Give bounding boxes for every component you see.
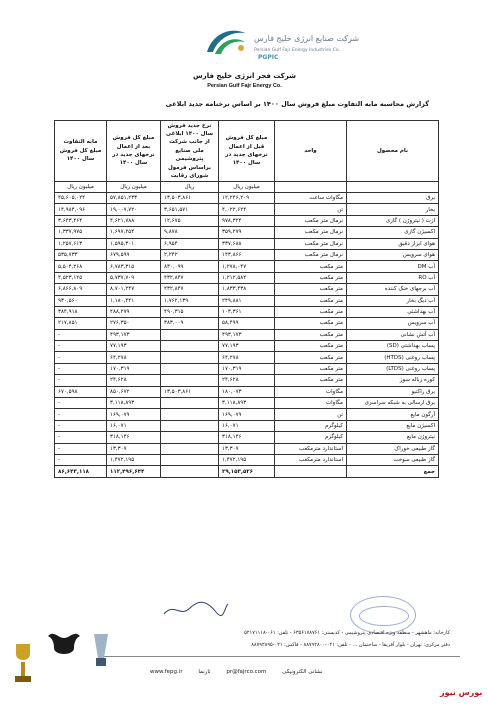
- table-row: [55, 295, 439, 306]
- cell-before: ۹۷۸,۳۲۴: [219, 215, 275, 226]
- cell-after: ۱۳,۳۰۷: [107, 443, 161, 454]
- cell-after: ۱۹,۰۰۷,۷۲۰: [107, 204, 161, 215]
- unit-header-rate: ریال: [161, 182, 219, 193]
- cell-unit: نرمال متر مکعب: [275, 227, 347, 238]
- cell-diff: -: [55, 454, 107, 465]
- cell-before: ۳۱۸,۱۴۶: [219, 432, 275, 443]
- table-row: [55, 352, 439, 363]
- cell-after: ۸۵۰,۶۷۲: [107, 386, 161, 397]
- email-link[interactable]: pr@fajrco.com: [226, 669, 267, 675]
- cell-diff: ۴,۵۲۳,۱۲۵: [55, 272, 107, 283]
- cell-before: ۱۶,۰۷۱: [219, 420, 275, 431]
- cell-item: آب دیگ بخار: [347, 295, 439, 306]
- table-row: [55, 193, 439, 204]
- crystal-trophy-icon: [90, 632, 112, 672]
- cell-item: بخار: [347, 204, 439, 215]
- cell-before: ۱,۴۷۲,۱۹۵: [219, 454, 275, 465]
- cell-item: هوای ابزار دقیق: [347, 238, 439, 249]
- unit-header-after: میلیون ریال: [107, 182, 161, 193]
- cell-rate: ۴۹۰,۳۱۵: [161, 306, 219, 317]
- cell-diff: -: [55, 352, 107, 363]
- cell-item: پساب بهداشتی (SD): [347, 341, 439, 352]
- company-logo: [203, 24, 251, 58]
- cell-after: ۱۶,۰۷۱: [107, 420, 161, 431]
- cell-unit: مگاوات ساعت: [275, 193, 347, 204]
- cell-before: ۱۸۰,۰۷۳: [219, 386, 275, 397]
- cell-diff: -: [55, 375, 107, 386]
- table-row: [55, 249, 439, 260]
- cell-before: ۷۷,۱۹۳: [219, 341, 275, 352]
- unit-header-unit: [275, 182, 347, 193]
- sales-difference-table: [54, 120, 439, 478]
- cell-diff: ۱,۲۵۷,۶۱۳: [55, 238, 107, 249]
- cell-item: ازت ( نیتروژن ) گازی: [347, 215, 439, 226]
- table-row: [55, 329, 439, 340]
- cell-unit: متر مکعب: [275, 261, 347, 272]
- cell-diff: -: [55, 409, 107, 420]
- cell-rate: ۱۲,۶۷۵: [161, 215, 219, 226]
- website-label: تارنما: [198, 669, 211, 675]
- cell-diff: -: [55, 398, 107, 409]
- total-label: جمع: [347, 466, 439, 477]
- cell-after: ۴,۶۲۱,۷۸۸: [107, 215, 161, 226]
- company-name-en: Persian Gulf Fajr Energy Co.: [207, 83, 282, 89]
- cell-rate: ۳۸۳,۰۰۹: [161, 318, 219, 329]
- cell-rate: ۶,۹۵۴: [161, 238, 219, 249]
- trophy-icon: [10, 640, 36, 690]
- cell-diff: ۵۳۵,۷۳۳: [55, 249, 107, 260]
- cell-after: ۲۷۶,۳۵۰: [107, 318, 161, 329]
- table-row: [55, 454, 439, 465]
- cell-before: ۱۴۳,۸۶۶: [219, 249, 275, 260]
- cell-unit: نرمال متر مکعب: [275, 238, 347, 249]
- cell-after: ۱,۵۹۵,۳۰۱: [107, 238, 161, 249]
- cell-item: گاز طبیعی سوخت: [347, 454, 439, 465]
- cell-item: نیتروژن مایع: [347, 432, 439, 443]
- cell-after: ۴۸۸,۲۷۹: [107, 306, 161, 317]
- cell-after: ۲۴,۶۲۸: [107, 375, 161, 386]
- cell-before: ۱,۲۷۸,۰۴۷: [219, 261, 275, 272]
- cell-diff: -: [55, 420, 107, 431]
- letterhead: [0, 0, 489, 98]
- cell-after: ۷۷,۱۹۳: [107, 341, 161, 352]
- cell-diff: ۶,۸۶۶,۸۰۹: [55, 284, 107, 295]
- table-row: [55, 306, 439, 317]
- header-before: مبلغ کل فروش قبل از اعمال نرخهای جدید در سال ۱۴۰۰: [219, 121, 275, 182]
- logo-text-fa: شرکت صنایع انرژی خلیج فارس: [254, 34, 360, 43]
- table-row: [55, 409, 439, 420]
- cell-item: اکسیژن گازی: [347, 227, 439, 238]
- cell-before: ۶۴,۲۷۸: [219, 352, 275, 363]
- cell-item: برق راکتیو: [347, 386, 439, 397]
- unit-header-item: [347, 182, 439, 193]
- cell-after: ۱,۶۹۷,۲۵۴: [107, 227, 161, 238]
- cell-unit: متر مکعب: [275, 341, 347, 352]
- cell-item: آب بهداشتی: [347, 306, 439, 317]
- cell-after: ۱,۴۷۲,۱۹۵: [107, 454, 161, 465]
- header-rate: نرخ جدید فروش سال ۱۴۰۰ ابلاغی از جانب شرکت ملی صنایع پتروشیمی براساس فرمول شورای رقابت: [161, 121, 219, 182]
- cell-item: پساب روغنی (LTDS): [347, 363, 439, 374]
- table-row: [55, 215, 439, 226]
- cell-unit: مگاوات: [275, 386, 347, 397]
- table-row: [55, 261, 439, 272]
- cell-item: گاز طبیعی خوراک: [347, 443, 439, 454]
- footer-address-office: دفتر مرکزی: تهران - بلوار آفریقا - ساختمان ... - تلفن: ۰۲۱-۸۸۷۹۲۸۰۰ - فاکس: ۰۲۱-۸۸۷۹۲۸۹۵: [251, 642, 450, 648]
- cell-item: برق: [347, 193, 439, 204]
- cell-after: ۸,۷۰۱,۲۴۷: [107, 284, 161, 295]
- report-title: گزارش محاسبه مابه التفاوت مبلغ فروش سال ۱۴۰۰ بر اساس نرخنامه جدید ابلاغی: [165, 100, 429, 108]
- cell-rate: ۲,۲۴۲: [161, 249, 219, 260]
- cell-unit: نرمال متر مکعب: [275, 215, 347, 226]
- table-row: [55, 375, 439, 386]
- cell-before: ۴۹۳,۱۷۳: [219, 329, 275, 340]
- table-row: [55, 432, 439, 443]
- cell-rate: [161, 420, 219, 431]
- cell-item: پساب روغنی (HTDS): [347, 352, 439, 363]
- logo-text-en: Persian Gulf Fajr Energy Industries Co.: [254, 48, 340, 53]
- cell-after: ۳۱۸,۱۴۶: [107, 432, 161, 443]
- cell-item: هوای سرویس: [347, 249, 439, 260]
- watermark: بورس نیوز: [440, 688, 483, 697]
- cell-before: ۲۴,۶۲۸: [219, 375, 275, 386]
- footer-divider: [100, 656, 460, 657]
- cell-rate: [161, 409, 219, 420]
- cell-rate: ۱۳,۵۰۳,۸۶۱: [161, 193, 219, 204]
- header-unit: واحد: [275, 121, 347, 182]
- cell-diff: -: [55, 341, 107, 352]
- cell-unit: متر مکعب: [275, 295, 347, 306]
- cell-diff: ۶۷۰,۵۹۸: [55, 386, 107, 397]
- cell-unit: استاندارد مترمکعب: [275, 454, 347, 465]
- unit-header-before: میلیون ریال: [219, 182, 275, 193]
- cell-before: ۱۰۳,۳۶۱: [219, 306, 275, 317]
- cell-rate: [161, 352, 219, 363]
- cell-rate: ۴۳۲,۸۴۷: [161, 272, 219, 283]
- header-diff: مابه التفاوت مبلغ کل فروش سال ۱۴۰۰: [55, 121, 107, 182]
- cell-before: ۱,۲۱۲,۵۸۴: [219, 272, 275, 283]
- table-row: [55, 204, 439, 215]
- total-before: ۲۹,۱۵۳,۵۲۶: [219, 466, 275, 477]
- table-row: [55, 238, 439, 249]
- cell-before: ۳۳۷,۶۸۸: [219, 238, 275, 249]
- cell-item: آرگون مایع: [347, 409, 439, 420]
- cell-item: کوره زباله سوز: [347, 375, 439, 386]
- cell-diff: ۱۴,۹۸۴,۰۹۶: [55, 204, 107, 215]
- cell-unit: متر مکعب: [275, 375, 347, 386]
- signature: [160, 598, 230, 620]
- cell-rate: [161, 432, 219, 443]
- cell-diff: -: [55, 443, 107, 454]
- table-row: [55, 398, 439, 409]
- cell-rate: [161, 454, 219, 465]
- total-row: [55, 466, 439, 477]
- cell-before: ۱۲,۲۴۶,۲۰۹: [219, 193, 275, 204]
- email-label: نشانی الکترونیکی: [282, 669, 323, 675]
- cell-unit: متر مکعب: [275, 363, 347, 374]
- cell-before: ۱,۸۳۳,۴۳۸: [219, 284, 275, 295]
- cell-rate: [161, 329, 219, 340]
- header-after: مبلغ کل فروش بعد از اعمال نرخهای جدید در سال ۱۴۰۰: [107, 121, 161, 182]
- footer-address-plant: کارخانه: ماهشهر - منطقه ویژه اقتصادی پتروشیمی - کدپستی: ۶۳۵۶۱۷۸۷۶۱ - تلفن: ۰۶۱-۵۲۱۷۱۱۱۸: [244, 630, 450, 636]
- cell-rate: [161, 363, 219, 374]
- cell-after: ۶,۷۸۳,۳۱۵: [107, 261, 161, 272]
- cell-rate: [161, 398, 219, 409]
- cell-item: برق ارسالی به شبکه سراسری: [347, 398, 439, 409]
- bull-emblem-icon: [44, 628, 84, 662]
- cell-item: آب RO: [347, 272, 439, 283]
- cell-item: آب DM: [347, 261, 439, 272]
- cell-after: ۱,۱۸۰,۴۴۱: [107, 295, 161, 306]
- cell-item: آب سرویس: [347, 318, 439, 329]
- cell-diff: ۳,۶۴۳,۴۶۴: [55, 215, 107, 226]
- cell-after: ۴۹۳,۱۷۳: [107, 329, 161, 340]
- cell-after: ۵,۷۳۷,۷۰۹: [107, 272, 161, 283]
- cell-before: ۲۴۹,۸۸۱: [219, 295, 275, 306]
- cell-rate: ۸۳۰,۰۹۹: [161, 261, 219, 272]
- cell-unit: متر مکعب: [275, 318, 347, 329]
- cell-diff: ۴۵,۶۰۵,۰۲۴: [55, 193, 107, 204]
- cell-rate: ۱۳,۵۰۳,۸۶۱: [161, 386, 219, 397]
- cell-before: ۱۳,۳۰۷: [219, 443, 275, 454]
- cell-diff: -: [55, 432, 107, 443]
- cell-unit: متر مکعب: [275, 352, 347, 363]
- cell-rate: ۴۳۲,۸۴۷: [161, 284, 219, 295]
- cell-diff: ۵,۵۰۴,۲۶۸: [55, 261, 107, 272]
- cell-before: ۳,۱۱۸,۸۹۳: [219, 398, 275, 409]
- cell-unit: نرمال متر مکعب: [275, 249, 347, 260]
- table-row: [55, 363, 439, 374]
- cell-rate: ۹,۸۷۸: [161, 227, 219, 238]
- cell-after: ۱۶۹,۰۷۹: [107, 409, 161, 420]
- cell-rate: ۳,۶۵۱,۵۷۱: [161, 204, 219, 215]
- cell-diff: ۳۸۴,۹۱۸: [55, 306, 107, 317]
- cell-unit: استاندارد مترمکعب: [275, 443, 347, 454]
- table-row: [55, 284, 439, 295]
- table-row: [55, 227, 439, 238]
- total-unit: [275, 466, 347, 477]
- cell-unit: مگاوات: [275, 398, 347, 409]
- table-row: [55, 443, 439, 454]
- cell-diff: ۹۳۰,۵۶۰: [55, 295, 107, 306]
- cell-unit: متر مکعب: [275, 329, 347, 340]
- cell-after: ۶۷۹,۵۹۹: [107, 249, 161, 260]
- cell-item: آب برجهای خنک کننده: [347, 284, 439, 295]
- cell-diff: -: [55, 329, 107, 340]
- cell-diff: ۱,۳۳۷,۹۷۵: [55, 227, 107, 238]
- cell-unit: تن: [275, 409, 347, 420]
- cell-before: ۱۶۹,۰۷۹: [219, 409, 275, 420]
- table-row: [55, 420, 439, 431]
- table-row: [55, 341, 439, 352]
- unit-header-diff: میلیون ریال: [55, 182, 107, 193]
- footer-links: [150, 669, 450, 675]
- cell-rate: [161, 341, 219, 352]
- cell-unit: متر مکعب: [275, 272, 347, 283]
- table-row: [55, 272, 439, 283]
- cell-after: ۵۷,۸۵۱,۲۳۳: [107, 193, 161, 204]
- cell-unit: متر مکعب: [275, 306, 347, 317]
- cell-rate: [161, 375, 219, 386]
- table-row: [55, 318, 439, 329]
- cell-after: ۱۷۰,۳۱۹: [107, 363, 161, 374]
- cell-before: ۴,۰۲۲,۶۲۴: [219, 204, 275, 215]
- total-after: ۱۱۲,۴۹۶,۶۴۴: [107, 466, 161, 477]
- cell-before: ۳۵۹,۲۷۹: [219, 227, 275, 238]
- header-item: نام محصول: [347, 121, 439, 182]
- cell-unit: کیلوگرم: [275, 432, 347, 443]
- cell-item: آب آتش نشانی: [347, 329, 439, 340]
- cell-before: ۱۷۰,۳۱۹: [219, 363, 275, 374]
- cell-item: اکسیژن مایع: [347, 420, 439, 431]
- company-stamp: [350, 596, 416, 634]
- website-link[interactable]: www.fepg.ir: [150, 669, 183, 675]
- cell-after: ۳,۱۱۸,۸۹۳: [107, 398, 161, 409]
- award-logos: [0, 620, 130, 710]
- company-name-fa: شرکت فجر انرژی خلیج فارس: [193, 72, 296, 80]
- cell-unit: متر مکعب: [275, 284, 347, 295]
- cell-diff: -: [55, 363, 107, 374]
- cell-rate: [161, 443, 219, 454]
- cell-rate: ۱,۷۶۲,۱۳۹: [161, 295, 219, 306]
- logo-code: PGPIC: [258, 54, 279, 61]
- cell-unit: کیلوگرم: [275, 420, 347, 431]
- table-row: [55, 386, 439, 397]
- cell-after: ۶۴,۲۷۸: [107, 352, 161, 363]
- cell-diff: ۲۱۷,۸۵۱: [55, 318, 107, 329]
- cell-before: ۵۸,۴۹۹: [219, 318, 275, 329]
- total-diff: ۸۶,۶۴۳,۱۱۸: [55, 466, 107, 477]
- cell-unit: تن: [275, 204, 347, 215]
- total-rate: [161, 466, 219, 477]
- stamp-inner-ring: [359, 606, 409, 626]
